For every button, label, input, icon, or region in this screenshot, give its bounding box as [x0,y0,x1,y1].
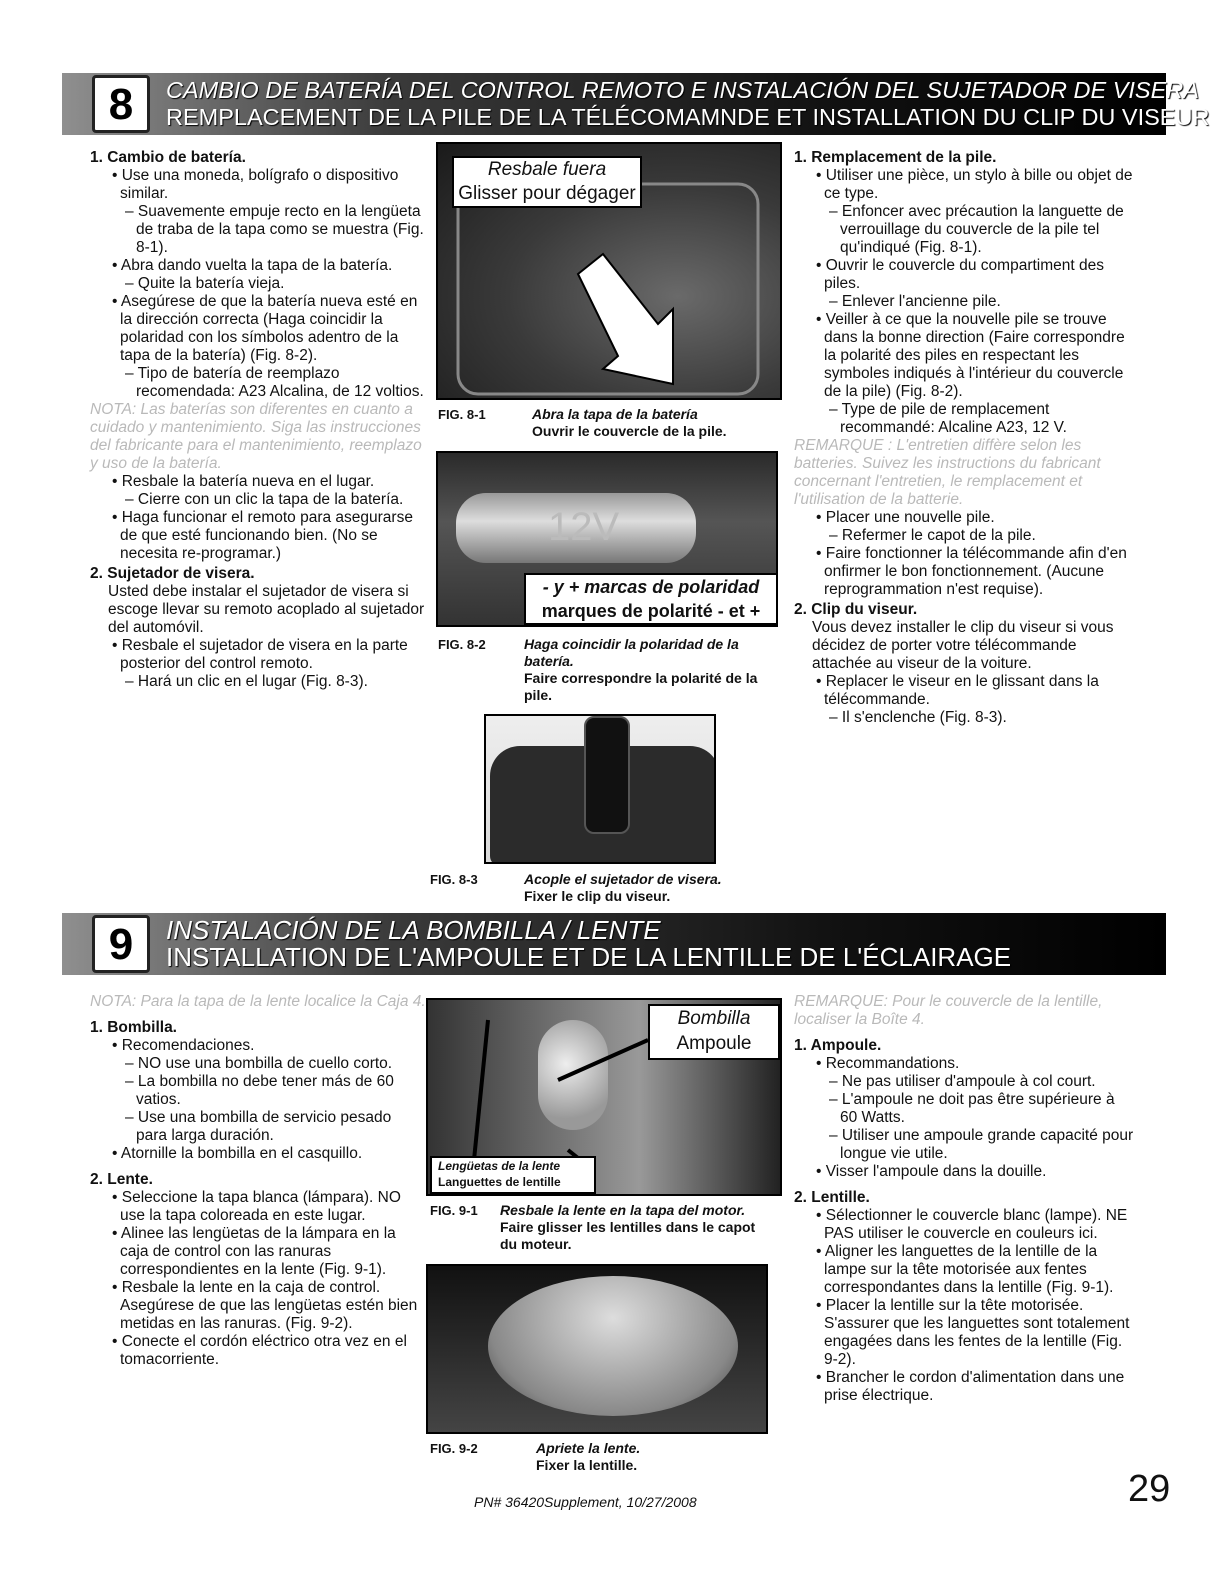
section-title-es: CAMBIO DE BATERÍA DEL CONTROL REMOTO E INSTALACIÓN DEL SUJETADOR DE VISERA [166,77,1199,103]
bullet: • Resbale la lente en la caja de control. Asegúrese de que las lengüetas estén bien metidas en las ranuras. (Fig. 9-2). [112,1279,418,1332]
bullet: • Replacer le viseur en le glissant dans la télécommande. [816,673,1099,708]
fig-9-2-caption [430,1440,770,1476]
bullet: • Abra dando vuelta la tapa de la batería. [112,257,393,274]
caption-es: Abra la tapa de la batería [532,406,698,422]
fig-9-1-caption [430,1202,786,1254]
fig-9-1-tab-label [430,1156,596,1194]
visor-clip-image [584,716,630,834]
fig-9-1-photo [426,998,782,1196]
section-title-fr: REMPLACEMENT DE LA PILE DE LA TÉLÉCOMAMNDE ET INSTALLATION DU CLIP DU VISEUR [166,104,1210,130]
bullet: • Placer une nouvelle pile. [816,509,995,526]
tab-label-fr: Languettes de lentille [438,1175,561,1189]
note: NOTA: Las baterías son diferentes en cuanto a cuidado y mantenimiento. Siga las instrucciones del fabricante para el mantenimiento, reemplazo y uso de la batería. [90,401,422,472]
bullet: • Recommandations. [816,1055,960,1072]
bullet: • Alinee las lengüetas de la lámpara en la caja de control con las ranuras correspondientes en la lente (Fig. 9-1). [112,1225,396,1278]
section-9-spanish-column [90,993,426,1369]
fig-9-1-label [648,1004,780,1060]
caption-fr: Faire correspondre la polarité de la pile. [524,670,758,703]
caption-fr: Fixer la lentille. [536,1457,638,1473]
caption-es: Apriete la lente. [536,1440,641,1456]
bullet: • Visser l'ampoule dans la douille. [816,1163,1047,1180]
section-9-french-column [794,993,1134,1405]
sub-item: – Type de pile de remplacement recommandé: Alcaline A23, 12 V. [829,401,1067,436]
bullet: • Veiller à ce que la nouvelle pile se trouve dans la bonne direction (Faire correspondre la polarité des piles en respectant les symboles indiqués à l'intérieur du couvercle de la pile) (Fig. 8-2). [816,311,1125,400]
bullet: • Conecte el cordón eléctrico otra vez en el tomacorriente. [112,1333,407,1368]
battery-label: 12V [548,505,620,549]
heading: 1. Ampoule. [794,1037,882,1054]
section-title-es: INSTALACIÓN DE LA BOMBILLA / LENTE [166,915,661,945]
section-8-spanish-column [90,147,426,691]
fig-8-2-caption [438,636,778,708]
part-number: PN# 36420Supplement, 10/27/2008 [474,1494,697,1510]
fig-8-3-caption [430,871,770,907]
section-8-french-column [794,147,1134,727]
heading: 2. Lentille. [794,1189,870,1206]
label-fr: Ampoule [676,1033,752,1054]
caption-fr: Faire glisser les lentilles dans le capot du moteur. [500,1219,756,1252]
sub-item: – Hará un clic en el lugar (Fig. 8-3). [125,673,368,690]
heading: 2. Clip du viseur. [794,601,918,618]
bullet: • Resbale la batería nueva en el lugar. [112,473,375,490]
sub-item: – Utiliser une ampoule grande capacité pour longue vie utile. [829,1127,1134,1162]
sub-item: – Suavemente empuje recto en la lengüeta de traba de la tapa como se muestra (Fig. 8-1). [125,203,424,256]
label-fr: marques de polarité - et + [541,601,761,621]
caption-fr: Fixer le clip du viseur. [524,888,671,904]
bullet: • Atornille la bombilla en el casquillo. [112,1145,363,1162]
bullet: • Aligner les languettes de la lentille de la lampe sur la tête motorisée aux fentes correspondantes dans la lentille (Fig. 9-1). [816,1243,1114,1296]
label-es: Bombilla [677,1008,751,1029]
sub-item: – Ne pas utiliser d'ampoule à col court. [829,1073,1096,1090]
bullet: • Utiliser une pièce, un stylo à bille ou objet de ce type. [816,167,1133,202]
bullet: • Haga funcionar el remoto para asegurarse de que esté funcionando bien. (No se necesita re-programar.) [112,509,413,562]
bullet: • Seleccione la tapa blanca (lámpara). NO use la tapa coloreada en este lugar. [112,1189,401,1224]
heading: 1. Cambio de batería. [90,149,246,166]
sub-item: – La bombilla no debe tener más de 60 vatios. [125,1073,394,1108]
sub-item: – NO use una bombilla de cuello corto. [125,1055,393,1072]
caption-es: Acople el sujetador de visera. [524,871,722,887]
section-9-banner [62,913,1166,975]
bullet: • Use una moneda, bolígrafo o dispositivo similar. [112,167,399,202]
section-title-fr: INSTALLATION DE L'AMPOULE ET DE LA LENTILLE DE L'ÉCLAIRAGE [166,942,1012,972]
fig-8-2-photo [436,451,778,627]
sub-item: – Refermer le capot de la pile. [829,527,1036,544]
bullet: • Placer la lentille sur la tête motorisée. S'assurer que les languettes sont totalement engagées dans les fentes de la lentille (Fig. 9-2). [816,1297,1130,1368]
page-number: 29 [1128,1468,1171,1510]
caption-fr: Ouvrir le couvercle de la pile. [532,423,727,439]
heading: 2. Sujetador de visera. [90,565,255,582]
fig-8-1-photo [436,142,782,400]
heading: 2. Lente. [90,1171,153,1188]
note: REMARQUE : L'entretien diffère selon les batteries. Suivez les instructions du fabricant concernant l'entretien, le remplacement et l'utilisation de la batterie. [794,437,1101,508]
fig-8-2-label [524,573,778,625]
fig-number: FIG. 8-2 [438,637,486,652]
lens-image [488,1276,738,1416]
bullet: • Brancher le cordon d'alimentation dans une prise électrique. [816,1369,1125,1404]
bullet: • Faire fonctionner la télécommande afin d'en onfirmer le bon fonctionnement. (Aucune reprogrammation n'est requise). [816,545,1127,598]
sub-item: – Enfoncer avec précaution la languette de verrouillage du couvercle de la pile tel qu'indiqué (Fig. 8-1). [829,203,1124,256]
fig-8-3-photo [484,714,716,864]
paragraph: Vous devez installer le clip du viseur si vous décidez de porter votre télécommande attachée au viseur de la voiture. [812,619,1114,672]
fig-8-1-label [452,156,642,208]
label-es: - y + marcas de polaridad [542,577,760,597]
bullet: • Sélectionner le couvercle blanc (lampe). NE PAS utiliser le couvercle en couleurs ici. [816,1207,1128,1242]
fig-9-2-photo [426,1264,768,1434]
fig-number: FIG. 8-3 [430,872,478,887]
caption-es: Haga coincidir la polaridad de la batería. [524,636,739,669]
heading: 1. Remplacement de la pile. [794,149,997,166]
label-es: Resbale fuera [487,159,607,180]
bullet: • Asegúrese de que la batería nueva esté en la dirección correcta (Haga coincidir la polaridad con los símbolos adentro de la tapa de la batería) (Fig. 8-2). [112,293,418,364]
bullet: • Resbale el sujetador de visera en la parte posterior del control remoto. [112,637,408,672]
paragraph: Usted debe instalar el sujetador de visera si escoge llevar su remoto acoplado al sujetador del automóvil. [108,583,425,636]
heading: 1. Bombilla. [90,1019,177,1036]
label-fr: Glisser pour dégager [458,183,636,204]
section-8-banner [62,73,1210,135]
sub-item: – Cierre con un clic la tapa de la batería. [125,491,404,508]
tab-label-es: Lengüetas de la lente [438,1159,561,1173]
fig-number: FIG. 9-1 [430,1203,478,1218]
sub-item: – Il s'enclenche (Fig. 8-3). [829,709,1007,726]
bullet: • Recomendaciones. [112,1037,255,1054]
fig-number: FIG. 8-1 [438,407,486,422]
section-number: 9 [92,915,150,973]
note: NOTA: Para la tapa de la lente localice la Caja 4. [90,993,426,1010]
sub-item: – Tipo de batería de reemplazo recomendada: A23 Alcalina, de 12 voltios. [125,365,424,400]
sub-item: – Quite la batería vieja. [125,275,285,292]
fig-8-1-caption [438,406,778,442]
sub-item: – L'ampoule ne doit pas être supérieure à 60 Watts. [829,1091,1115,1126]
bullet: • Ouvrir le couvercle du compartiment des piles. [816,257,1104,292]
note: REMARQUE: Pour le couvercle de la lentille, localiser la Boîte 4. [794,993,1103,1028]
caption-es: Resbale la lente en la tapa del motor. [500,1202,746,1218]
fig-number: FIG. 9-2 [430,1441,478,1456]
sub-item: – Use una bombilla de servicio pesado para larga duración. [125,1109,392,1144]
sub-item: – Enlever l'ancienne pile. [829,293,1001,310]
section-number: 8 [92,75,150,133]
